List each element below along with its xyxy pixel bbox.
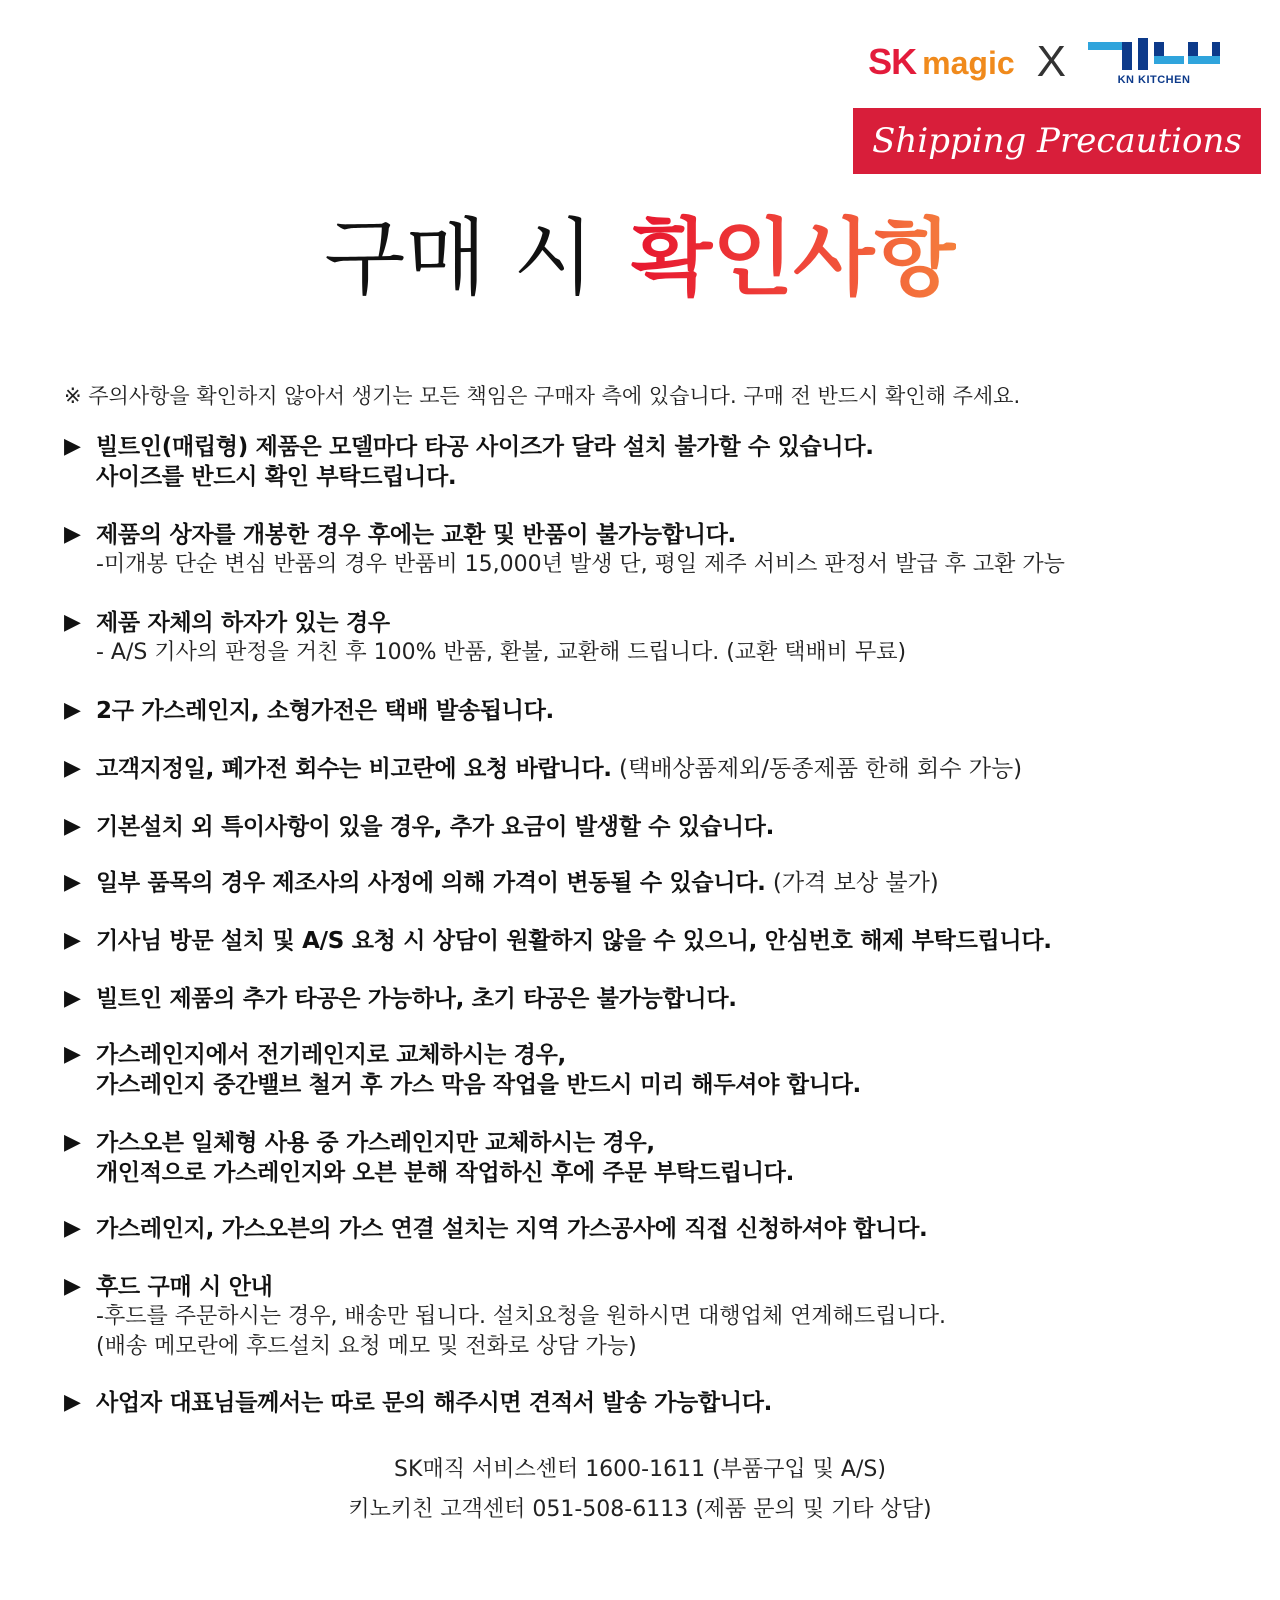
kn-kitchen-logo (1088, 38, 1220, 86)
item-main: 2구 가스레인지, 소형가전은 택배 발송됩니다. (96, 698, 554, 724)
item-sub: -후드를 주문하시는 경우, 배송만 됩니다. 설치요청을 원하시면 대행업체 연계해드립니다. (96, 1304, 946, 1329)
item-main: 고객지정일, 폐가전 회수는 비고란에 요청 바랍니다. (96, 756, 612, 782)
arrow-icon: ▶ (64, 928, 81, 953)
item-main: 가스레인지, 가스오븐의 가스 연결 설치는 지역 가스공사에 직접 신청하셔야 합니다. (96, 1216, 928, 1242)
shipping-precautions-banner: Shipping Precautions (853, 108, 1261, 174)
item-sub: - A/S 기사의 판정을 거친 후 100% 반품, 환불, 교환해 드립니다. (교환 택배비 무료) (96, 640, 907, 665)
item-continuation: 가스레인지 중간밸브 철거 후 가스 막음 작업을 반드시 미리 해두셔야 합니다. (96, 1072, 861, 1098)
caution-notice: ※ 주의사항을 확인하지 않아서 생기는 모든 책임은 구매자 측에 있습니다. 구매 전 반드시 확인해 주세요. (64, 384, 1021, 408)
sk-magic-logo (868, 41, 1015, 83)
arrow-icon: ▶ (64, 522, 81, 547)
arrow-icon: ▶ (64, 986, 81, 1011)
list-item (64, 696, 1250, 726)
arrow-icon: ▶ (64, 434, 81, 459)
arrow-icon: ▶ (64, 1274, 81, 1299)
list-item (64, 520, 1250, 580)
service-center-info (0, 1450, 1280, 1530)
item-main: 후드 구매 시 안내 (96, 1274, 273, 1300)
item-main: 제품의 상자를 개봉한 경우 후에는 교환 및 반품이 불가능합니다. (96, 522, 736, 548)
item-main: 사업자 대표님들께서는 따로 문의 해주시면 견적서 발송 가능합니다. (96, 1390, 773, 1416)
item-main: 가스오븐 일체형 사용 중 가스레인지만 교체하시는 경우, (96, 1130, 655, 1156)
arrow-icon: ▶ (64, 814, 81, 839)
list-item (64, 1272, 1250, 1362)
item-main: 기사님 방문 설치 및 A/S 요청 시 상담이 원활하지 않을 수 있으니, 안심번호 해제 부탁드립니다. (96, 928, 1052, 954)
list-item (64, 984, 1250, 1014)
list-item (64, 1128, 1250, 1188)
list-item (64, 1040, 1250, 1100)
list-item (64, 608, 1250, 668)
item-main: 가스레인지에서 전기레인지로 교체하시는 경우, (96, 1042, 566, 1068)
arrow-icon: ▶ (64, 1216, 81, 1241)
item-main: 일부 품목의 경우 제조사의 사정에 의해 가격이 변동될 수 있습니다. (96, 870, 766, 896)
item-tail: (택배상품제외/동종제품 한해 회수 가능) (619, 756, 1023, 782)
arrow-icon: ▶ (64, 870, 81, 895)
kn-kitchen-service-line: 키노키친 고객센터 051-508-6113 (제품 문의 및 기타 상담) (348, 1497, 932, 1522)
arrow-icon: ▶ (64, 610, 81, 635)
item-main: 빌트인 제품의 추가 타공은 가능하나, 초기 타공은 불가능합니다. (96, 986, 737, 1012)
list-item (64, 1214, 1250, 1244)
kn-kitchen-logo-mark (1088, 38, 1220, 72)
list-item (64, 754, 1250, 784)
list-item (64, 1388, 1250, 1418)
arrow-icon: ▶ (64, 756, 81, 781)
sk-logo-sk: SK (868, 41, 917, 82)
arrow-icon: ▶ (64, 1130, 81, 1155)
list-item (64, 926, 1250, 956)
title-accent: 확인사항 (631, 209, 956, 307)
page-title (0, 209, 1280, 307)
collab-x: X (1036, 37, 1066, 86)
item-continuation: 사이즈를 반드시 확인 부탁드립니다. (96, 464, 457, 490)
list-item (64, 432, 1250, 492)
item-sub: -미개봉 단순 변심 반품의 경우 반품비 15,000년 발생 단, 평일 제주 서비스 판정서 발급 후 고환 가능 (96, 552, 1065, 577)
list-item (64, 812, 1250, 842)
brand-logos (868, 38, 1220, 86)
item-main: 기본설치 외 특이사항이 있을 경우, 추가 요금이 발생할 수 있습니다. (96, 814, 775, 840)
item-main: 제품 자체의 하자가 있는 경우 (96, 610, 390, 636)
item-continuation: 개인적으로 가스레인지와 오븐 분해 작업하신 후에 주문 부탁드립니다. (96, 1160, 795, 1186)
arrow-icon: ▶ (64, 698, 81, 723)
arrow-icon: ▶ (64, 1042, 81, 1067)
kn-kitchen-text: KN KITCHEN (1117, 74, 1191, 86)
list-item (64, 868, 1250, 898)
sk-logo-magic: magic (922, 45, 1015, 81)
sk-magic-service-line: SK매직 서비스센터 1600-1611 (부품구입 및 A/S) (394, 1457, 886, 1482)
title-normal: 구매 시 (324, 209, 595, 307)
item-tail: (가격 보상 불가) (772, 870, 939, 896)
item-sub-2: (배송 메모란에 후드설치 요청 메모 및 전화로 상담 가능) (96, 1334, 637, 1359)
arrow-icon: ▶ (64, 1390, 81, 1415)
item-main: 빌트인(매립형) 제품은 모델마다 타공 사이즈가 달라 설치 불가할 수 있습니다. (96, 434, 874, 460)
